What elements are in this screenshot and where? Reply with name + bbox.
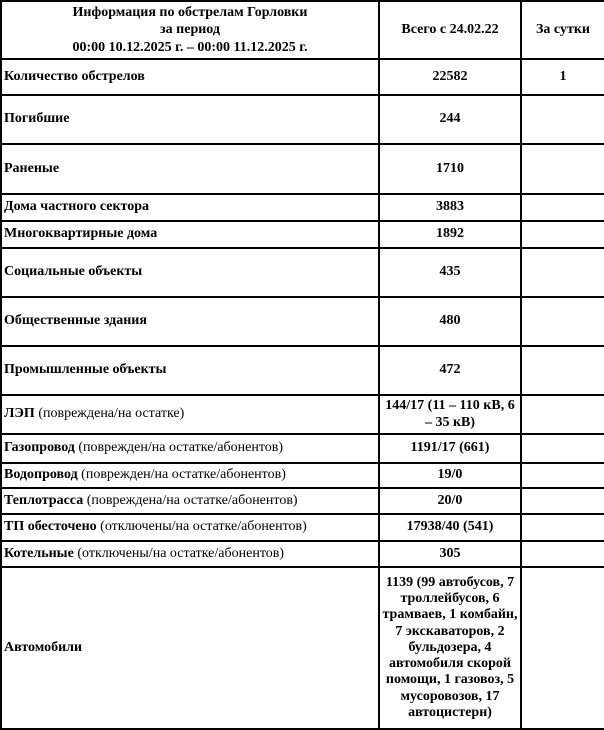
header-info-line2: за период: [160, 22, 220, 38]
row-daily-cell: 1: [521, 59, 604, 95]
table-row: [1, 221, 604, 248]
row-daily-cell: [521, 434, 604, 463]
row-label-cell: [1, 434, 379, 463]
table-row: [1, 514, 604, 541]
table-row: [1, 395, 604, 434]
row-label-cell: [1, 221, 379, 248]
row-label: ТП обесточено: [4, 519, 97, 535]
header-total-cell: Всего с 24.02.22: [379, 1, 521, 59]
row-label-cell: [1, 95, 379, 144]
row-label-cell: [1, 144, 379, 194]
row-daily-cell: [521, 463, 604, 488]
row-daily-cell: [521, 395, 604, 434]
row-label: Автомобили: [4, 639, 83, 655]
table-row: [1, 248, 604, 297]
row-label-note: (поврежден/на остатке/абонентов): [74, 440, 284, 456]
header-daily-cell: За сутки: [521, 1, 604, 59]
table-row: [1, 541, 604, 567]
row-label: Погибшие: [4, 111, 70, 127]
row-label-cell: [1, 463, 379, 488]
row-total-cell: 1191/17 (661): [379, 434, 521, 463]
row-label-cell: [1, 395, 379, 434]
row-label: Общественные здания: [4, 313, 147, 329]
row-label-note: (отключены/на остатке/абонентов): [96, 519, 307, 535]
row-total-cell: 244: [379, 95, 521, 144]
row-total-cell: 480: [379, 297, 521, 346]
row-label-cell: [1, 248, 379, 297]
row-daily-cell: [521, 144, 604, 194]
row-label-cell: [1, 346, 379, 395]
row-label: Теплотрасса: [4, 492, 84, 508]
row-total-cell: 1710: [379, 144, 521, 194]
row-label-note: (повреждена/на остатке): [34, 406, 185, 422]
row-total-cell: 305: [379, 541, 521, 567]
row-label-cell: [1, 194, 379, 221]
row-label: Раненые: [4, 160, 60, 176]
row-label: Промышленные объекты: [4, 362, 167, 378]
row-daily-cell: [521, 488, 604, 514]
row-total-cell: 144/17 (11 – 110 кВ, 6 – 35 кВ): [379, 395, 521, 434]
table-row: [1, 59, 604, 95]
table-row: [1, 488, 604, 514]
row-label-cell: [1, 297, 379, 346]
row-label-cell: [1, 541, 379, 567]
table-row: [1, 297, 604, 346]
header-info-line1: Информация по обстрелам Горловки: [72, 4, 308, 20]
row-total-cell: 472: [379, 346, 521, 395]
row-daily-cell: [521, 248, 604, 297]
row-label-cell: [1, 488, 379, 514]
row-label-cell: [1, 59, 379, 95]
row-total-cell: 20/0: [379, 488, 521, 514]
table-row: [1, 434, 604, 463]
row-label: Многоквартирные дома: [4, 226, 158, 242]
row-total-cell: 435: [379, 248, 521, 297]
table-row: [1, 463, 604, 488]
row-total-cell: 3883: [379, 194, 521, 221]
table-row: [1, 346, 604, 395]
row-daily-cell: [521, 95, 604, 144]
header-row: [1, 1, 604, 59]
row-label: Водопровод: [4, 467, 78, 483]
row-daily-cell: [521, 567, 604, 729]
row-label: Количество обстрелов: [4, 68, 145, 84]
table-row: [1, 567, 604, 729]
table-row: [1, 95, 604, 144]
row-daily-cell: [521, 514, 604, 541]
row-label: ЛЭП: [4, 406, 35, 422]
row-label: Газопровод: [4, 440, 75, 456]
row-label-cell: [1, 567, 379, 729]
row-total-cell: 19/0: [379, 463, 521, 488]
row-label-note: (отключены/на остатке/абонентов): [73, 545, 285, 561]
row-label: Котельные: [4, 545, 74, 561]
row-daily-cell: [521, 346, 604, 395]
row-daily-cell: [521, 297, 604, 346]
row-label-cell: [1, 514, 379, 541]
header-info-cell: [1, 1, 379, 59]
row-label: Дома частного сектора: [4, 199, 150, 215]
row-daily-cell: [521, 194, 604, 221]
row-label-note: (поврежден/на остатке/абонентов): [77, 467, 286, 483]
table-row: [1, 194, 604, 221]
table-row: [1, 144, 604, 194]
row-label-note: (повреждена/на остатке/абонентов): [83, 492, 298, 508]
row-daily-cell: [521, 221, 604, 248]
row-total-cell: 1892: [379, 221, 521, 248]
row-total-cell: 17938/40 (541): [379, 514, 521, 541]
row-label: Социальные объекты: [4, 264, 143, 280]
row-total-cell: 22582: [379, 59, 521, 95]
row-daily-cell: [521, 541, 604, 567]
row-total-cell: 1139 (99 автобусов, 7 троллейбусов, 6 трамваев, 1 комбайн, 7 экскаваторов, 2 бульдозера, 4 автомобиля скорой помощи, 1 газовоз, 5 мусоровозов, 17 автоцистерн): [379, 567, 521, 729]
header-info-line3: 00:00 10.12.2025 г. – 00:00 11.12.2025 г.: [72, 39, 308, 55]
